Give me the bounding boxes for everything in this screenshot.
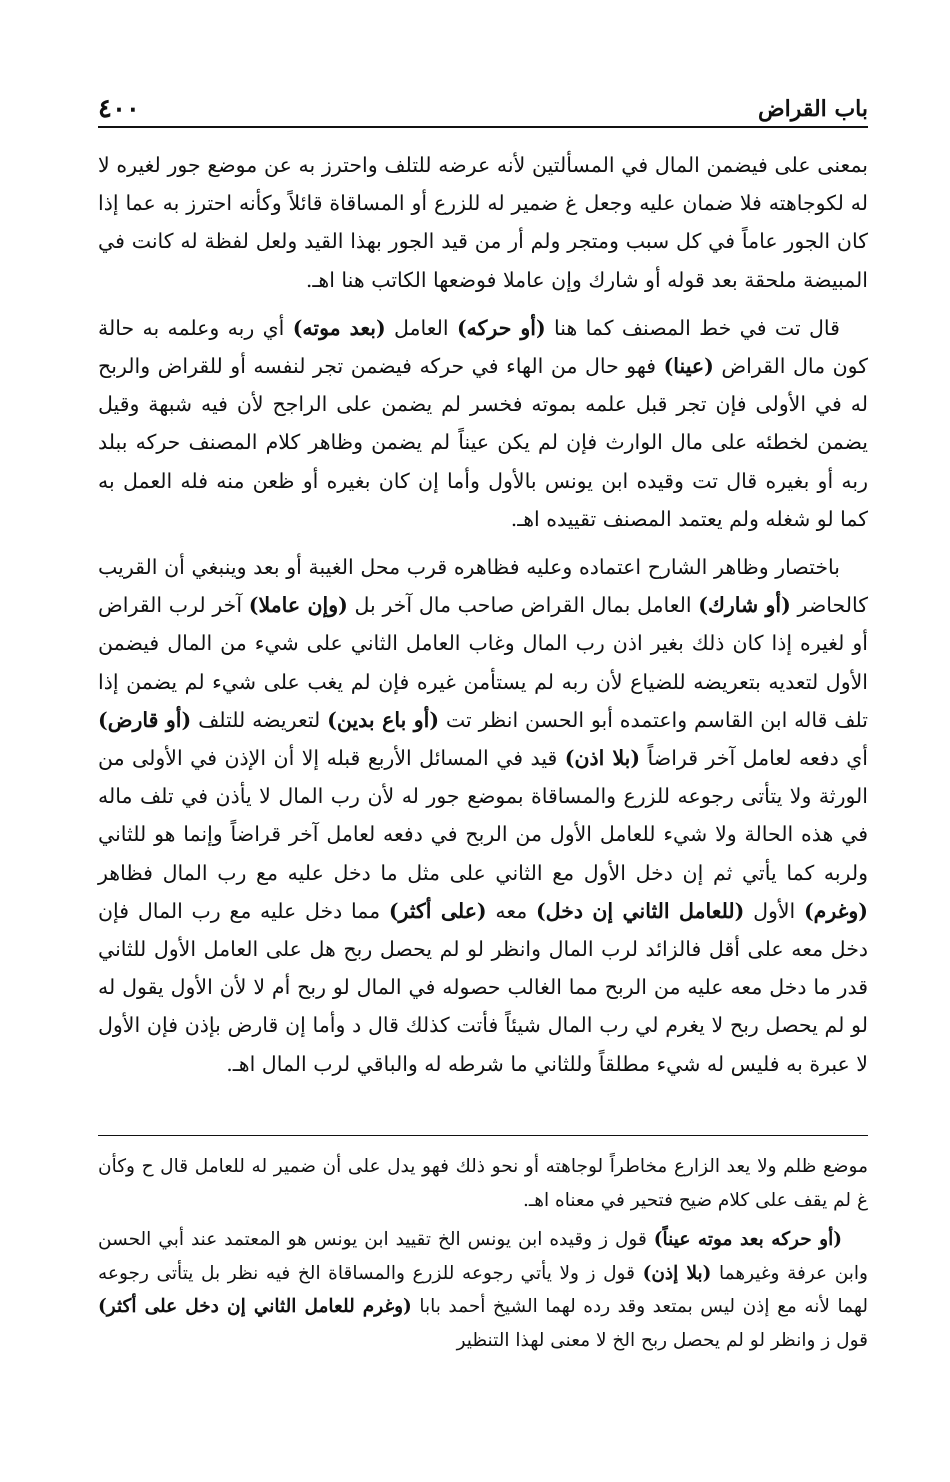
matn-term: (أو قارض) [98,707,192,732]
matn-term: (وإن عاملا) [248,593,348,618]
footnotes [98,1150,868,1363]
matn-term: (أو حركه بعد موته عيناً) [653,1229,842,1250]
matn-term: (عينا) [663,354,714,379]
matn-term: (وغرم) [803,898,869,923]
matn-term: (على أكثر) [388,898,487,923]
matn-term: (أو شارك) [698,593,791,618]
matn-term: (للعامل الثاني إن دخل) [535,898,745,923]
page-number: ٤٠٠ [98,94,140,124]
footnote-1: موضع ظلم ولا يعد الزارع مخاطراً لوجاهته أو نحو ذلك فهو يدل على أن ضمير له للعامل قال ح وكأن غ لم يقف على كلام ضيح فتحير في معناه اهـ. [98,1156,868,1211]
matn-term: (بعد موته) [292,315,386,340]
matn-term: (أو حركه) [456,315,546,340]
paragraph-2: قال تت في خط المصنف كما هنا (أو حركه) العامل (بعد موته) أي ربه وعلمه به حالة كون مال القراض (عينا) فهو حال من الهاء في حركه فيضمن تجر لنفسه أو للقراض والربح له في الأولى فإن تجر قبل علمه بموته فخسر لم يضمن على الراجح لأن فيه شبهة وقيل يضمن لخطئه على مال الوارث فإن لم يكن عيناً لم يضمن وظاهر كلام المصنف حركه ببلد ربه أو بغيره قال تت وقيده ابن يونس بالأول وأما إن كان بغيره أو ظعن منه فله العمل به كما لو شغله ولم يعتمد المصنف تقييده اهـ. [98,315,868,531]
footnote-2: (أو حركه بعد موته عيناً) قول ز وقيده ابن يونس الخ تقييد ابن يونس هو المعتمد عند أبي الحسن وابن عرفة وغيرهما (بلا إذن) قول ز ولا يأتي رجوعه للزرع والمساقاة الخ فيه نظر بل يتأتى رجوعه لهما لأنه مع إذن ليس بمتعد وقد رده لهما الشيخ أحمد بابا (وغرم للعامل الثاني إن دخل على أكثر) قول ز وانظر لو لم يحصل ربح الخ لا معنى لهذا التنظير [98,1229,868,1351]
paragraph-1: بمعنى على فيضمن المال في المسألتين لأنه عرضه للتلف واحترز به عن موضع جور لغيره لا له لكوجاهته فلا ضمان عليه وجعل غ ضمير له للزرع أو المساقاة قائلاً وكأنه احترز به عما إذا كان الجور عاماً في كل سبب ومتجر ولم أر من قيد الجور بهذا القيد ولعل لفظة له كانت في المبيضة ملحقة بعد قوله أو شارك وإن عاملا فوضعها الكاتب هنا اهـ. [98,153,868,292]
running-header [98,86,868,128]
matn-term: (بلا اذن) [564,746,641,771]
matn-term: (بلا إذن) [642,1262,712,1284]
matn-term: (أو باع بدين) [327,707,440,732]
footnote-divider [98,1135,868,1136]
matn-term: (وغرم للعامل الثاني إن دخل على أكثر) [98,1296,412,1317]
chapter-title: باب القراض [758,96,868,122]
main-text [98,146,868,1093]
paragraph-3: باختصار وظاهر الشارح اعتماده وعليه فظاهره قرب محل الغيبة أو بعد وينبغي أن القريب كالحاضر (أو شارك) العامل بمال القراض صاحب مال آخر بل (وإن عاملا) آخر لرب القراض أو لغيره إذا كان ذلك بغير اذن رب المال وغاب العامل الثاني على شيء من المال فيضمن الأول لتعديه بتعريضه للضياع لأن ربه لم يستأمن غيره فإن لم يغب على شيء لم يضمن إذا تلف قاله ابن القاسم واعتمده أبو الحسن انظر تت (أو باع بدين) لتعريضه للتلف (أو قارض) أي دفعه لعامل آخر قراضاً (بلا اذن) قيد في المسائل الأربع قبله إلا أن الإذن في الأولى من الورثة ولا يتأتى رجوعه للزرع والمساقاة بموضع جور له لأن رب المال لا يأذن في تلف ماله في هذه الحالة ولا شيء للعامل الأول من الربح في دفعه لعامل آخر قراضاً وإنما هو للثاني ولربه كما يأتي ثم إن دخل الأول مع الثاني على مثل ما دخل عليه مع رب المال فظاهر (وغرم) الأول (للعامل الثاني إن دخل) معه (على أكثر) مما دخل عليه مع رب المال فإن دخل معه على أقل فالزائد لرب المال وانظر لو لم يحصل ربح هل على العامل الأول للثاني قدر ما دخل معه عليه من الربح مما الغالب حصوله في المال لو ربح أم لا لأن الأول يقول له لو لم يحصل ربح لا يغرم لي رب المال شيئاً فأتت كذلك قال د وأما إن قارض بإذن فإن الأول لا عبرة به فليس له شيء مطلقاً وللثاني ما شرطه له والباقي لرب المال اهـ. [98,555,869,1076]
